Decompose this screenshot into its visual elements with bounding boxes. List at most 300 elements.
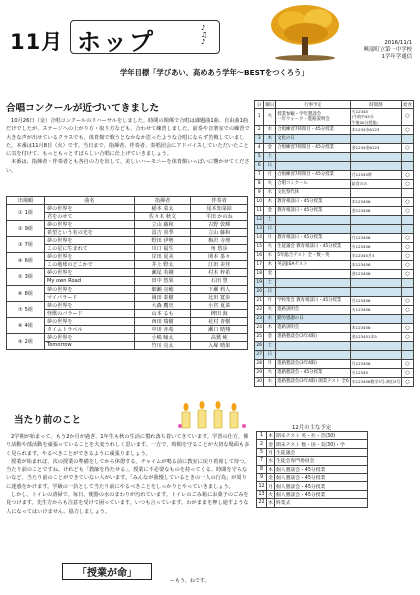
calendar-row [255, 270, 414, 279]
atarimae-paragraph: しかし、トイレの清掃で、毎日、便器の水のまわりが汚れています。トイレのごみ箱にお菓子のごみを見つけます。先生方からも注意を受けて困っています。いつも言っています。わがままを押し通すような人になってはいけません。協力しましょう。 [6, 492, 249, 515]
december-row [257, 465, 368, 473]
cal-day: 19 [255, 279, 264, 288]
cal-lunch [402, 225, 414, 234]
dec-day: 2 [257, 440, 267, 448]
choir-order: ④ [18, 258, 23, 265]
cal-dow: 金 [264, 207, 276, 216]
choir-row [7, 317, 248, 325]
tree-icon [268, 3, 342, 63]
dec-day: 1 [257, 432, 267, 440]
choir-row [7, 253, 248, 261]
cal-lunch: ○ [402, 126, 414, 135]
dec-dow: 金 [267, 440, 275, 448]
cal-event: 進路懇談会(3年4限) [276, 333, 351, 342]
cal-dow: 日 [264, 351, 276, 360]
atarimae-paragraph: 授業が始まれば、次の授業の準備をしてから休憩する。チャイムが鳴る前に教室に戻り着席して待つ。当たり前のことですね。けれども「教師を待たせる」、授業に不必要なものを持ってくる、時間を守らないなど、当たり前のことができていない人がいます。「みんなが我慢しているときの一人の行為」が周りに迷惑をかけます。学級の一員として当たり前にやるべきことをしっかりとやっていきましょう。 [6, 458, 250, 490]
cal-event: 英語JISAテスト [276, 261, 351, 270]
choir-order-cell [7, 269, 45, 285]
cal-col-dow: 曜日 [265, 102, 275, 108]
cal-dow: 水 [264, 189, 276, 198]
cal-time: 火123456 [350, 306, 401, 315]
cal-time [350, 189, 401, 198]
cal-lunch: ○ [402, 369, 414, 378]
choir-song: 夢の世界を [45, 301, 135, 309]
cal-day: 6 [255, 162, 264, 171]
cal-day: 17 [255, 261, 264, 270]
cal-dow: 土 [264, 342, 276, 351]
december-row [257, 482, 368, 490]
cal-lunch: ○ [402, 333, 414, 342]
cal-day: 28 [255, 360, 264, 369]
cal-time: 給食のみ [350, 180, 401, 189]
cal-day: 16 [255, 252, 264, 261]
choir-song: 夢の世界を [45, 269, 135, 277]
cal-dow: 土 [264, 279, 276, 288]
cal-time: 金1234金6123 [350, 144, 401, 153]
december-row [257, 490, 368, 498]
dec-dow: 水 [267, 457, 275, 465]
cal-lunch [402, 189, 414, 198]
atarimae-heading: 当たり前のこと [14, 415, 82, 426]
cal-event [276, 162, 351, 171]
issue-name: 1学年学通信 [381, 54, 412, 61]
choir-conductor: 畑瀬 亮穂 [134, 285, 191, 293]
cal-event [276, 342, 351, 351]
choir-row [7, 285, 248, 293]
cal-day: 23 [255, 315, 264, 324]
cal-lunch: ○ [402, 270, 414, 279]
calendar-row [255, 261, 414, 270]
cal-lunch: ○ [402, 198, 414, 207]
december-row [257, 473, 368, 481]
cal-day: 24 [255, 324, 264, 333]
choir-conductor: 岡田 泰樹 [134, 293, 191, 301]
cal-col-event: 行事予定 [276, 101, 351, 109]
choir-order-cell [7, 237, 45, 253]
cal-event: 教育相談日・45分授業 [276, 207, 351, 216]
choir-pianist: 角 悠歩 [191, 245, 248, 253]
dec-event: 終業式 [275, 499, 368, 507]
cal-event: 文化の日 [276, 135, 351, 144]
cal-dow: 水 [264, 126, 276, 135]
cal-dow: 月 [264, 234, 276, 243]
calendar-row [255, 234, 414, 243]
cal-day: 4 [255, 144, 264, 153]
choir-heading: 合唱コンクールが近づいてきました [6, 103, 160, 114]
choir-conductor: 稲本 菜太 [134, 205, 191, 213]
choir-pianist: 稗田 海 [191, 309, 248, 317]
choir-song: Tomorrow [45, 341, 135, 349]
choir-conductor: 竹川 亮太 [134, 341, 191, 349]
dec-dow: 木 [267, 432, 275, 440]
cal-lunch [402, 162, 414, 171]
calendar-row [255, 189, 414, 198]
choir-song: 夢の世界を [45, 205, 135, 213]
december-row [257, 448, 368, 456]
calendar-row [255, 180, 414, 189]
cal-lunch: ○ [402, 180, 414, 189]
cal-event [276, 351, 351, 360]
calendar-row [255, 306, 414, 315]
cal-event: 進路懇談会(3年4限) 開業テスト 全6 [276, 378, 351, 387]
cal-time: 月12345時 [350, 171, 401, 180]
choir-row [7, 205, 248, 213]
choir-conductor: 野田 伊勢 [134, 237, 191, 245]
cal-time: 金123456 [350, 207, 401, 216]
cal-time [350, 162, 401, 171]
dec-event: 個人懇談会・45分授業 [275, 482, 368, 490]
cal-lunch: ○ [402, 360, 414, 369]
cal-dow: 金 [264, 333, 276, 342]
cal-event [276, 288, 351, 297]
choir-paragraph: 本番は、指揮者・伴奏者とも各自の力を出して、美しいハーモニーを体育館いっぱいに響かせてください。 [6, 159, 250, 174]
choir-pianist: 村木 梓希 [191, 269, 248, 277]
choir-conductor: 冨吉 喜季 [134, 229, 191, 237]
cal-lunch: ○ [402, 324, 414, 333]
cal-time: 金123456 [350, 270, 401, 279]
cal-col-day: 日 [255, 101, 264, 109]
choir-row [7, 301, 248, 309]
dec-day: 9 [257, 473, 267, 481]
cal-time: 水12345月3 [350, 252, 401, 261]
calendar-row [255, 360, 414, 369]
cal-col-time: 時間割 [350, 101, 401, 109]
cal-day: 1 [255, 109, 264, 126]
atarimae-paragraph: 2学期が始まって、もう2か月が過ぎ、1年生も秋の生活に慣れ落ち着いてきています。学習の仕方、係り活動や部活動を頑張っていることを大変うれしく思います。一方で、時間を守ることが大切な場面も多く見られます。やるべきことができるように頑張りましょう。 [6, 434, 250, 457]
choir-song: 夢の世界を [45, 317, 135, 325]
cal-time: 木1234水6123 [350, 126, 401, 135]
choir-group: 3組 [24, 274, 33, 281]
col-pianist: 伴奏者 [191, 197, 248, 205]
dec-dow: 木 [267, 499, 275, 507]
cal-dow: 火 [264, 109, 276, 126]
cal-time: 月123456 [350, 360, 401, 369]
dec-event: 個人懇談会・45分授業 [275, 465, 368, 473]
choir-order: ③ [18, 242, 23, 249]
choir-pianist: 下瀬 莉人 [191, 285, 248, 293]
choir-paragraph: 10月26日（金）合唱コンクールのリハーサルをしました。時間の関係で合唱は課題曲1曲、自由曲1曲だけでしたが、ステージへの上がり方・取り方なども、合わせて練習しました。前奏や音楽室での練習で大きな声が出せているクラスでも、体育館で歌うとなかなか思ったような合唱にならず苦戦していました。本番は11月8日（火）です。当日まで、指揮者、伴奏者、奏唱団会にアドバイスしていただいたことに気を付けて、もっともっとすばらしい合唱に仕上げていきましょう。 [6, 118, 250, 158]
choir-order-cell [7, 333, 45, 349]
issue-meta [348, 40, 412, 62]
cal-dow: 日 [264, 288, 276, 297]
cal-time [350, 315, 401, 324]
choir-group: 2組 [24, 338, 33, 345]
class-goal: 学年目標「学びあい、高めあう学年～BESTをつくろう」 [120, 68, 309, 77]
choir-text [6, 117, 250, 175]
cal-time [350, 225, 401, 234]
choir-order-cell [7, 221, 45, 237]
calendar-row [255, 198, 414, 207]
calendar-row [255, 378, 414, 387]
cal-lunch: ○ [402, 243, 414, 252]
cal-event: 学校集会 教育相談日・45分授業 [276, 297, 351, 306]
cal-day: 11 [255, 207, 264, 216]
choir-song: 夢の世界を [45, 253, 135, 261]
cal-time [350, 279, 401, 288]
choir-pianist: 関本 茶々 [191, 253, 248, 261]
cal-lunch: ○ [402, 261, 414, 270]
cal-event: 文化祭代休 [276, 189, 351, 198]
choir-order: ⑧ [18, 322, 23, 329]
december-title: 12月の主な予定 [292, 425, 332, 431]
cal-dow: 火 [264, 306, 276, 315]
choir-song: タイムトラベル [45, 325, 135, 333]
dec-dow: 火 [267, 490, 275, 498]
dec-day: 7 [257, 457, 267, 465]
choir-conductor: 井上 野太 [134, 261, 191, 269]
choir-song: 夢の世界を [45, 285, 135, 293]
cal-dow: 木 [264, 135, 276, 144]
cal-event: 教育相談日・45分授業 [276, 234, 351, 243]
issue-date: 2016/11/1 [384, 40, 412, 46]
dec-event: 個人懇談会・45分授業 [275, 490, 368, 498]
choir-pianist: 江田 美佳 [191, 261, 248, 269]
choir-conductor: 田中 悠果 [134, 277, 191, 285]
calendar-row [255, 243, 414, 252]
cal-dow: 土 [264, 216, 276, 225]
cal-time: 月123456 [350, 297, 401, 306]
choir-song: 夢の世界を [45, 221, 135, 229]
cal-day: 29 [255, 369, 264, 378]
cal-day: 15 [255, 243, 264, 252]
calendar-row [255, 153, 414, 162]
dec-event: 生徒議会 [275, 448, 368, 456]
calendar-row [255, 207, 414, 216]
dec-dow: 月 [267, 482, 275, 490]
slogan-box: 「授業が命」 [62, 563, 152, 580]
cal-time [350, 216, 401, 225]
cal-dow: 火 [264, 180, 276, 189]
choir-pianist: 瀬口 晴翔 [191, 325, 248, 333]
choir-pianist: 尾本知菜絵 [191, 205, 248, 213]
calendar-row [255, 252, 414, 261]
december-row [257, 432, 368, 440]
cal-time: 木123456 [350, 261, 401, 270]
november-calendar [254, 100, 414, 387]
dec-event: 期末テスト 英・社・音(30) [275, 432, 368, 440]
cal-day: 22 [255, 306, 264, 315]
cal-day: 27 [255, 351, 264, 360]
cal-dow: 木 [264, 261, 276, 270]
school-name: 興部町立第一中学校 [363, 47, 412, 54]
candle-icon [172, 396, 254, 432]
cal-time: 火12345 (午前中45分 午後50分授業) [350, 109, 401, 126]
cal-lunch [402, 279, 414, 288]
choir-table-header [7, 197, 248, 205]
cal-lunch: ○ [402, 297, 414, 306]
cal-event [276, 279, 351, 288]
calendar-row [255, 216, 414, 225]
choir-group: 9組 [24, 226, 33, 233]
cal-event: 教育相談日・45分授業 [276, 198, 351, 207]
cal-dow: 水 [264, 315, 276, 324]
choir-conductor: 山本 るも [134, 309, 191, 317]
music-note-icon: ♪ ♫ ♪ [201, 24, 208, 46]
cal-col-lunch: 給食 [403, 102, 412, 108]
cal-dow: 木 [264, 198, 276, 207]
cal-day: 25 [255, 333, 264, 342]
cal-time: 月123456 [350, 234, 401, 243]
cal-lunch [402, 315, 414, 324]
cal-time: 火123456 [350, 243, 401, 252]
cal-lunch [402, 342, 414, 351]
choir-song: 夢の世界を [45, 333, 135, 341]
choir-song: 希望という名の光を [45, 229, 135, 237]
cal-event: 勤労感謝の日 [276, 315, 351, 324]
cal-time [350, 351, 401, 360]
calendar-row [255, 109, 414, 126]
calendar-row [255, 171, 414, 180]
choir-group: 1組 [24, 210, 33, 217]
calendar-row [255, 126, 414, 135]
dec-dow: 木 [267, 465, 275, 473]
cal-day: 18 [255, 270, 264, 279]
choir-order-cell [7, 317, 45, 333]
cal-event: 合唱コンクール [276, 180, 351, 189]
cal-day: 3 [255, 135, 264, 144]
calendar-row [255, 333, 414, 342]
dec-event: 期末テスト 数・国・美(30)・学 [275, 440, 368, 448]
choir-row [7, 221, 248, 229]
cal-lunch [402, 216, 414, 225]
cal-time [350, 153, 401, 162]
choir-order-cell [7, 205, 45, 221]
choir-group: 5組 [24, 306, 33, 313]
choir-song: 怪獣のバラード [45, 309, 135, 317]
cal-lunch: ○ [402, 234, 414, 243]
choir-group: 4組 [24, 322, 33, 329]
choir-conductor: 瀬尾 英剛 [134, 269, 191, 277]
choir-pianist: 古野 敦輝 [191, 221, 248, 229]
month-label: 11月 [10, 30, 64, 54]
cal-event: 5年総合テスト 全・数・英 [276, 252, 351, 261]
cal-time: 水123456数学3号-神田3号 [350, 378, 401, 387]
cal-dow: 月 [264, 171, 276, 180]
cal-time: 金123451木5 [350, 333, 401, 342]
cal-dow: 月 [264, 360, 276, 369]
choir-order: ⑤ [18, 274, 23, 281]
calendar-row [255, 225, 414, 234]
cal-event [276, 225, 351, 234]
calendar-row [255, 144, 414, 153]
cal-dow: 木 [264, 324, 276, 333]
cal-lunch: ○ [402, 171, 414, 180]
choir-pianist: 小宮 夏菜 [191, 301, 248, 309]
cal-day: 20 [255, 288, 264, 297]
cal-day: 8 [255, 180, 264, 189]
choir-group: 7組 [24, 242, 33, 249]
december-row [257, 499, 368, 507]
choir-conductor: 西田 瑞樹 [134, 317, 191, 325]
choir-song: この星に生まれて [45, 245, 135, 253]
cal-dow: 日 [264, 225, 276, 234]
choir-conductor: 立山 藤和 [134, 221, 191, 229]
calendar-row [255, 297, 414, 306]
choir-pianist: 立山 藤和 [191, 229, 248, 237]
cal-dow: 水 [264, 378, 276, 387]
dec-day: 5 [257, 448, 267, 456]
newsletter-title-box [70, 20, 220, 54]
cal-time [350, 135, 401, 144]
cal-event: 授業参観・学年懇談会 一年ウォーク・進路説明会 [276, 109, 351, 126]
cal-day: 2 [255, 126, 264, 135]
cal-time: 木123456 [350, 324, 401, 333]
calendar-row [255, 351, 414, 360]
dec-dow: 金 [267, 473, 275, 481]
cal-day: 12 [255, 216, 264, 225]
choir-order-cell [7, 253, 45, 269]
cal-event: 生徒議会 教育相談日・45分授業 [276, 243, 351, 252]
cal-dow: 月 [264, 297, 276, 306]
choir-group: 6組 [24, 258, 33, 265]
cal-time [350, 288, 401, 297]
cal-time: 火12345 [350, 369, 401, 378]
cal-lunch: ○ [402, 306, 414, 315]
cal-event [276, 216, 351, 225]
cal-event: 進路説明会 [276, 324, 351, 333]
cal-event: 合唱練習7時間目・45分授業 [276, 126, 351, 135]
choir-song: この地球のどこかで [45, 261, 135, 269]
choir-order: ⑨ [18, 338, 23, 345]
december-row [257, 457, 368, 465]
cal-day: 5 [255, 153, 264, 162]
slogan-tail: ーもう、ねです。 [170, 578, 210, 584]
dec-day: 13 [258, 491, 265, 497]
choir-conductor: 小嶋 瞳太 [134, 333, 191, 341]
choir-song: 君をのせて [45, 213, 135, 221]
choir-row [7, 333, 248, 341]
december-schedule [256, 431, 368, 508]
cal-lunch: ○ [402, 207, 414, 216]
cal-day: 10 [255, 198, 264, 207]
choir-conductor: 佐々木 秋文 [134, 213, 191, 221]
cal-lunch: ○ [402, 144, 414, 153]
choir-order: ① [18, 210, 23, 217]
cal-event [276, 270, 351, 279]
choir-order-cell [7, 301, 45, 317]
choir-conductor: 岸田 夏美 [134, 253, 191, 261]
cal-lunch [402, 153, 414, 162]
cal-dow: 金 [264, 270, 276, 279]
choir-order-cell [7, 285, 45, 301]
choir-song: My own Road [45, 277, 135, 285]
calendar-row [255, 162, 414, 171]
choir-group: 8組 [24, 290, 33, 297]
calendar-row [255, 288, 414, 297]
choir-conductor: 川口 福生 [134, 245, 191, 253]
cal-lunch: ○ [402, 378, 414, 387]
cal-time: 木123456 [350, 198, 401, 207]
cal-dow: 金 [264, 144, 276, 153]
choir-song: マイバラード [45, 293, 135, 301]
choir-song: 夢の世界を [45, 237, 135, 245]
choir-order: ⑦ [18, 306, 23, 313]
choir-table [6, 196, 248, 350]
newsletter-title: ホップ [77, 27, 155, 56]
december-row [257, 440, 368, 448]
cal-day: 21 [255, 297, 264, 306]
cal-event: 合唱練習7時間目・45分授業 [276, 171, 351, 180]
choir-order: ② [18, 226, 23, 233]
calendar-row [255, 369, 414, 378]
choir-pianist: 梅沢 寺理 [191, 237, 248, 245]
cal-dow: 日 [264, 162, 276, 171]
cal-time [350, 342, 401, 351]
cal-lunch [402, 135, 414, 144]
dec-event: 生徒会専門委員会 [275, 457, 368, 465]
cal-day: 13 [255, 225, 264, 234]
choir-order: ⑥ [18, 290, 23, 297]
